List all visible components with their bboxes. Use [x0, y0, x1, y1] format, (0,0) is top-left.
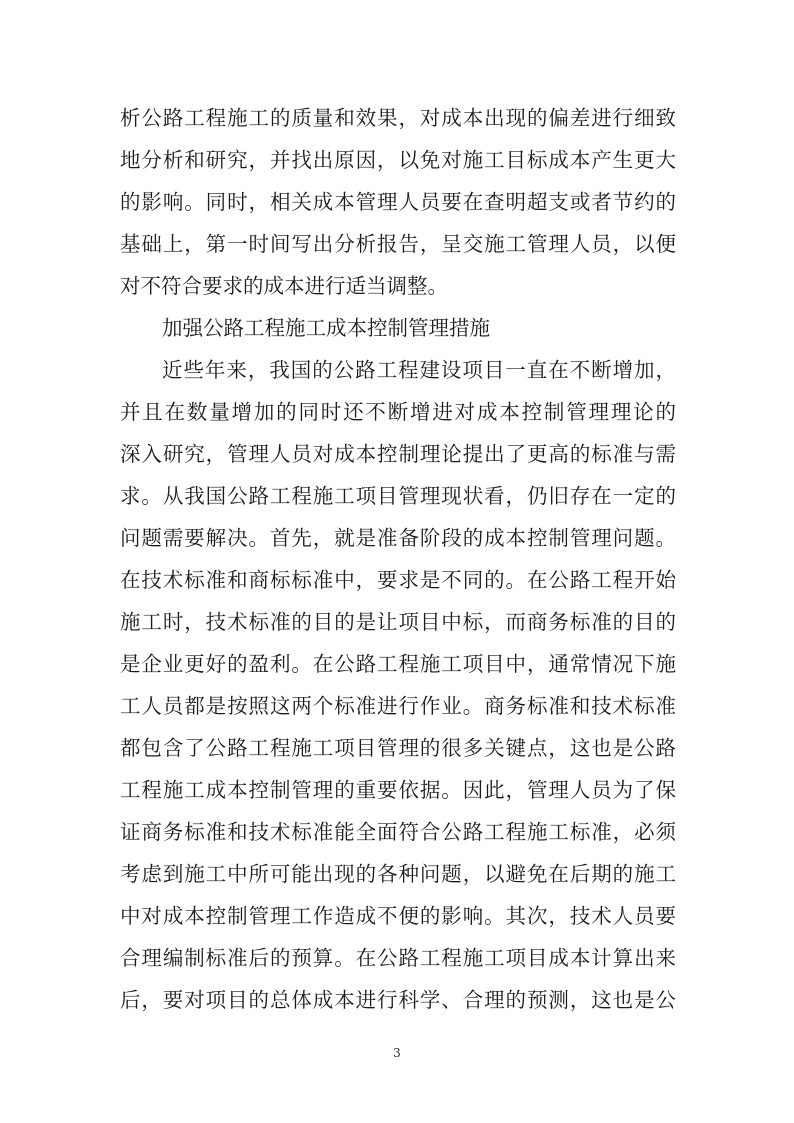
paragraph-line: 证商务标准和技术标准能全面符合公路工程施工标准，必须 [120, 820, 676, 844]
paragraph-line: 基础上，第一时间写出分析报告，呈交施工管理人员，以便 [120, 232, 676, 256]
section-heading: 加强公路工程施工成本控制管理措施 [162, 316, 490, 340]
paragraph-line: 工人员都是按照这两个标准进行作业。商务标准和技术标准 [120, 694, 676, 718]
paragraph-line: 考虑到施工中所可能出现的各种问题，以避免在后期的施工 [120, 862, 676, 886]
paragraph-line: 问题需要解决。首先，就是准备阶段的成本控制管理问题。 [120, 526, 676, 550]
paragraph-line: 合理编制标准后的预算。在公路工程施工项目成本计算出来 [120, 946, 676, 970]
paragraph-line: 并且在数量增加的同时还不断增进对成本控制管理理论的 [120, 400, 676, 424]
paragraph-line: 地分析和研究，并找出原因，以免对施工目标成本产生更大 [120, 148, 676, 172]
paragraph-line: 中对成本控制管理工作造成不便的影响。其次，技术人员要 [120, 904, 676, 928]
page-number: 3 [393, 1046, 401, 1060]
paragraph-line: 后，要对项目的总体成本进行科学、合理的预测，这也是公 [120, 988, 676, 1012]
paragraph-line: 近些年来，我国的公路工程建设项目一直在不断增加， [162, 358, 676, 382]
paragraph-line: 求。从我国公路工程施工项目管理现状看，仍旧存在一定的 [120, 484, 676, 508]
paragraph-line: 施工时，技术标准的目的是让项目中标，而商务标准的目的 [120, 610, 676, 634]
paragraph-line: 对不符合要求的成本进行适当调整。 [120, 274, 448, 298]
paragraph-line: 的影响。同时，相关成本管理人员要在查明超支或者节约的 [120, 190, 676, 214]
paragraph-line: 都包含了公路工程施工项目管理的很多关键点，这也是公路 [120, 736, 676, 760]
paragraph-line: 深入研究，管理人员对成本控制理论提出了更高的标准与需 [120, 442, 676, 466]
paragraph-line: 是企业更好的盈利。在公路工程施工项目中，通常情况下施 [120, 652, 676, 676]
paragraph-line: 析公路工程施工的质量和效果，对成本出现的偏差进行细致 [120, 106, 676, 130]
paragraph-line: 在技术标准和商标标准中，要求是不同的。在公路工程开始 [120, 568, 676, 592]
paragraph-line: 工程施工成本控制管理的重要依据。因此，管理人员为了保 [120, 778, 676, 802]
